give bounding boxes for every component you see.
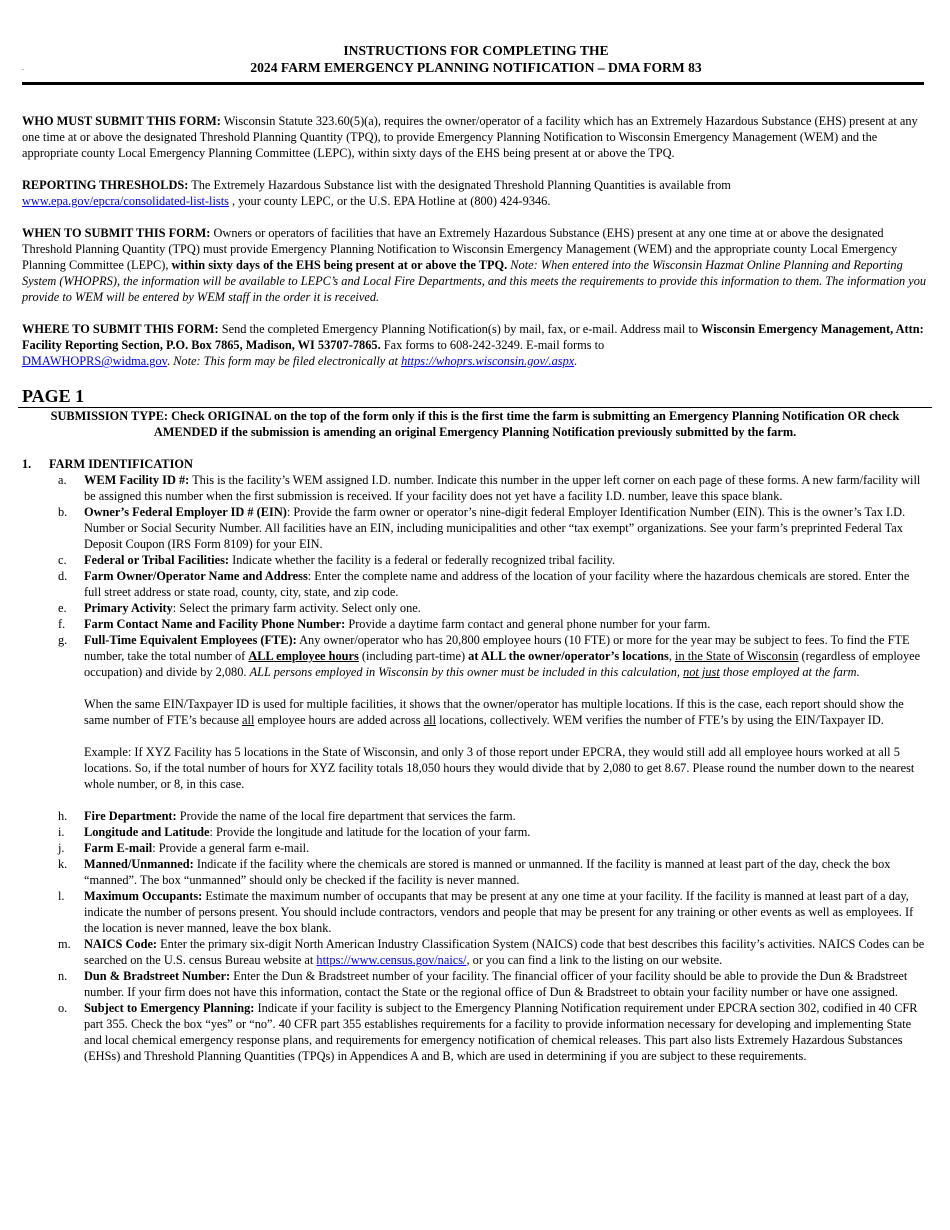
item-text: Provide a daytime farm contact and general phone number for your farm. [345, 617, 711, 631]
item-text: : Select the primary farm activity. Select only one. [172, 601, 421, 615]
item-emphasis: ALL employee hours [248, 649, 359, 663]
item-letter: m. [58, 937, 71, 951]
where-label: WHERE TO SUBMIT THIS FORM: [22, 322, 219, 336]
item-label: NAICS Code: [84, 937, 158, 951]
where-text-3: . [167, 354, 174, 368]
farm-identification-items [22, 472, 928, 1064]
item-emphasis: at ALL the owner/operator’s locations [468, 649, 669, 663]
item-letter: o. [58, 1001, 68, 1015]
item-letter: a. [58, 473, 67, 487]
item-text: employee hours are added across [254, 713, 424, 727]
item-label: WEM Facility ID #: [84, 473, 190, 487]
item-letter: b. [58, 505, 68, 519]
list-item [22, 552, 928, 568]
when-label: WHEN TO SUBMIT THIS FORM: [22, 226, 211, 240]
item-letter: h. [58, 809, 68, 823]
whoprs-link[interactable]: https://whoprs.wisconsin.gov/.aspx [401, 354, 575, 368]
item-text: Estimate the maximum number of occupants that may be present at any one time at your facility. If the facility is manned at least part of a day, indicate the number of persons present. You should include contractors, vendors and people that may be present for any training or other events as well as employees. If the location is never manned, leave the box blank. [84, 889, 914, 935]
epa-list-link[interactable]: www.epa.gov/epcra/consolidated-list-lists [22, 194, 229, 208]
item-emphasis: all [423, 713, 437, 727]
item-text: locations, collectively. WEM verifies the number of FTE’s by using the EIN/Taxpayer ID. [436, 713, 884, 727]
page-1-heading: PAGE 1 [22, 386, 85, 406]
item-label: Farm Owner/Operator Name and Address [84, 569, 308, 583]
item-text: , or you can find a link to the listing on our website. [466, 953, 723, 967]
document-header [22, 0, 930, 76]
item-text: Indicate whether the facility is a federal or federally recognized tribal facility. [229, 553, 616, 567]
item-letter: g. [58, 633, 68, 647]
fte-example-note: Example: If XYZ Facility has 5 locations in the State of Wisconsin, and only 3 of those report under EPCRA, they would still add all employee hours worked at all 5 locations. So, if the total number of hours for XYZ facility totals 18,050 hours they would divide that by 2,080 to get 8.67. Please round the number down to the nearest whole number, or 8, in this case. [84, 745, 915, 791]
who-text: Wisconsin Statute 323.60(5)(a), requires the owner/operator of a facility which has an Extremely Hazardous Substance (EHS) present at any one time at or above the designated Threshold Planning Quantity (TPQ), to provide Emergency Planning Notification to Wisconsin Emergency Management (WEM) and the appropriate county Local Emergency Planning Committee (LEPC), within sixty days of the EHS being present at or above the TPQ. [22, 114, 918, 160]
thresholds-text-2: , your county LEPC, or the U.S. EPA Hotline at (800) 424-9346. [228, 194, 551, 208]
fte-multiple-locations-note [22, 696, 928, 728]
email-link[interactable]: DMAWHOPRS@widma.gov [22, 354, 168, 368]
item-note: those employed at the farm. [719, 665, 860, 679]
item-emphasis: all [242, 713, 255, 727]
census-naics-link[interactable]: https://www.census.gov/naics/ [316, 953, 467, 967]
corner-mark: - [22, 67, 24, 73]
item-text: When the same EIN/Taxpayer ID is used for multiple facilities, it shows that the owner/operator has multiple locations. If this is the case, each report should show the same number of FTE’s because [84, 697, 904, 727]
list-item [22, 600, 928, 616]
list-item [22, 472, 928, 504]
item-text: : Provide a general farm e-mail. [152, 841, 310, 855]
list-item [22, 968, 928, 1000]
document-title [22, 0, 930, 76]
when-to-submit-paragraph [22, 225, 928, 305]
section-number: 1. [22, 457, 32, 471]
item-letter: f. [58, 617, 66, 631]
item-label: Primary Activity [84, 601, 173, 615]
item-text: : Provide the longitude and latitude for the location of your farm. [209, 825, 531, 839]
section-farm-identification [22, 456, 928, 472]
item-text: Enter the primary six-digit North American Industry Classification System (NAICS) code that best describes this facility’s activities. NAICS Codes can be searched on the U.S. census Bureau website at [84, 937, 925, 967]
where-text-2: Fax forms to 608-242-3249. E-mail forms to [380, 338, 605, 352]
list-item [22, 808, 928, 824]
item-label: Fire Department: [84, 809, 177, 823]
who-label: WHO MUST SUBMIT THIS FORM: [22, 114, 221, 128]
item-label: Farm E-mail [84, 841, 153, 855]
item-letter: c. [58, 553, 67, 567]
when-deadline: within sixty days of the EHS being present at or above the TPQ. [171, 258, 508, 272]
item-label: Subject to Emergency Planning: [84, 1001, 255, 1015]
item-text: Indicate if your facility is subject to the Emergency Planning Notification requirement under EPCRA section 302, codified in 40 CFR part 355. Check the box “yes” or “no”. 40 CFR part 355 establishes requirements for a facility to provide information necessary for developing and implementing State and local chemical emergency response plans, and requirements for emergency notification of chemical releases. This part also lists Extremely Hazardous Substances (EHSs) and Threshold Planning Quantities (TPQs) in Appendices A and B, which are used in determining if you are subject to these requirements. [84, 1001, 918, 1063]
header-rule [22, 82, 924, 85]
item-note: ALL persons employed in Wisconsin by this owner must be included in this calculation, [249, 665, 684, 679]
item-text: This is the facility’s WEM assigned I.D. number. Indicate this number in the upper left corner on each page of these forms. A new farm/facility will be assigned this number when the first submission is received. If your facility does not yet have a facility I.D. number, leave this space blank. [84, 473, 921, 503]
thresholds-label: REPORTING THRESHOLDS: [22, 178, 189, 192]
item-text: , [668, 649, 676, 663]
item-text: (regardless of employee occupation) and divide by 2,080. [84, 649, 921, 679]
thresholds-text-1: The Extremely Hazardous Substance list with the designated Threshold Planning Quantities is available from [188, 178, 731, 192]
where-note: Note: This form may be filed electronically at [173, 354, 402, 368]
item-letter: i. [58, 825, 65, 839]
item-label: Manned/Unmanned: [84, 857, 194, 871]
item-label: Owner’s Federal Employer ID # (EIN) [84, 505, 287, 519]
list-item [22, 856, 928, 888]
list-item [22, 632, 928, 680]
item-text: Enter the Dun & Bradstreet number of your facility. The financial officer of your facility should be able to provide the Dun & Bradstreet number. If your firm does not have this information, contact the State or the regional office of Dun & Bradstreet to obtain your facility number or have one assigned. [84, 969, 908, 999]
title-line-2: 2024 FARM EMERGENCY PLANNING NOTIFICATION – DMA FORM 83 [250, 60, 702, 75]
title-line-1: INSTRUCTIONS FOR COMPLETING THE [343, 43, 609, 58]
document-body [22, 113, 928, 1064]
item-letter: k. [58, 857, 68, 871]
section-title: FARM IDENTIFICATION [49, 457, 193, 471]
item-text: (including part-time) [358, 649, 469, 663]
list-item [22, 840, 928, 856]
item-text: Any owner/operator who has 20,800 employee hours (10 FTE) or more for the year may be subject to fees. To find the FTE number, take the total number of [84, 633, 910, 663]
item-label: Dun & Bradstreet Number: [84, 969, 231, 983]
where-to-submit-paragraph [22, 321, 928, 369]
item-letter: n. [58, 969, 68, 983]
item-label: Federal or Tribal Facilities: [84, 553, 230, 567]
item-letter: d. [58, 569, 68, 583]
item-text: Indicate if the facility where the chemicals are stored is manned or unmanned. If the facility is manned at least part of the day, check the box “manned”. The box “unmanned” should only be checked if the facility is never manned. [84, 857, 891, 887]
list-item [22, 936, 928, 968]
who-must-submit-paragraph [22, 113, 928, 161]
list-item [22, 824, 928, 840]
when-note: Note: When entered into the Wisconsin Hazmat Online Planning and Reporting System (WHOPRS), the information will be available to LEPC’s and Local Fire Departments, and this meets the requirements to provide this information to them. The information you provide to WEM will be entered by WEM staff in the order it is received. [22, 258, 927, 304]
list-item [22, 888, 928, 936]
item-letter: l. [58, 889, 65, 903]
item-text: : Enter the complete name and address of the location of your facility where the hazardous chemicals are stored. Enter the full street address or state road, county, city, state, and zip code. [84, 569, 910, 599]
where-text-1: Send the completed Emergency Planning Notification(s) by mail, fax, or e-mail. Address mail to [218, 322, 702, 336]
where-address: Wisconsin Emergency Management, Attn: Facility Reporting Section, P.O. Box 7865, Madison, WI 53707-7865. [22, 322, 924, 352]
list-item [22, 616, 928, 632]
item-label: Longitude and Latitude [84, 825, 210, 839]
item-label: Maximum Occupants: [84, 889, 203, 903]
item-text: : Provide the farm owner or operator’s nine-digit federal Employer Identification Number (EIN). This is the owner’s Tax I.D. Number or Social Security Number. All facilities have an EIN, including municipalities and other “tax exempt” organizations. See your farm’s preprinted Federal Tax Deposit Coupon (IRS Form 8109) for your EIN. [84, 505, 906, 551]
item-letter: e. [58, 601, 67, 615]
list-item [22, 1000, 928, 1064]
item-label: Farm Contact Name and Facility Phone Number: [84, 617, 346, 631]
reporting-thresholds-paragraph [22, 177, 928, 209]
list-item [22, 504, 928, 552]
item-emphasis: in the State of Wisconsin [675, 649, 799, 663]
list-item [22, 568, 928, 600]
submission-type-note: SUBMISSION TYPE: Check ORIGINAL on the top of the form only if this is the first time the farm is submitting an Emergency Planning Notification OR check AMENDED if the submission is amending an original Emergency Planning Notification previously submitted by the farm. [18, 407, 932, 440]
item-note-emphasis: not just [683, 665, 720, 679]
item-label: Full-Time Equivalent Employees (FTE): [84, 633, 297, 647]
item-letter: j. [58, 841, 65, 855]
where-end: . [574, 354, 578, 368]
item-text: Provide the name of the local fire department that services the farm. [176, 809, 516, 823]
when-text: Owners or operators of facilities that have an Extremely Hazardous Substance (EHS) present at any one time at or above the designated Threshold Planning Quantity (TPQ) must provide Emergency Planning Notification to Wisconsin Emergency Management (WEM) and the appropriate county Local Emergency Planning Committee (LEPC), [22, 226, 898, 272]
